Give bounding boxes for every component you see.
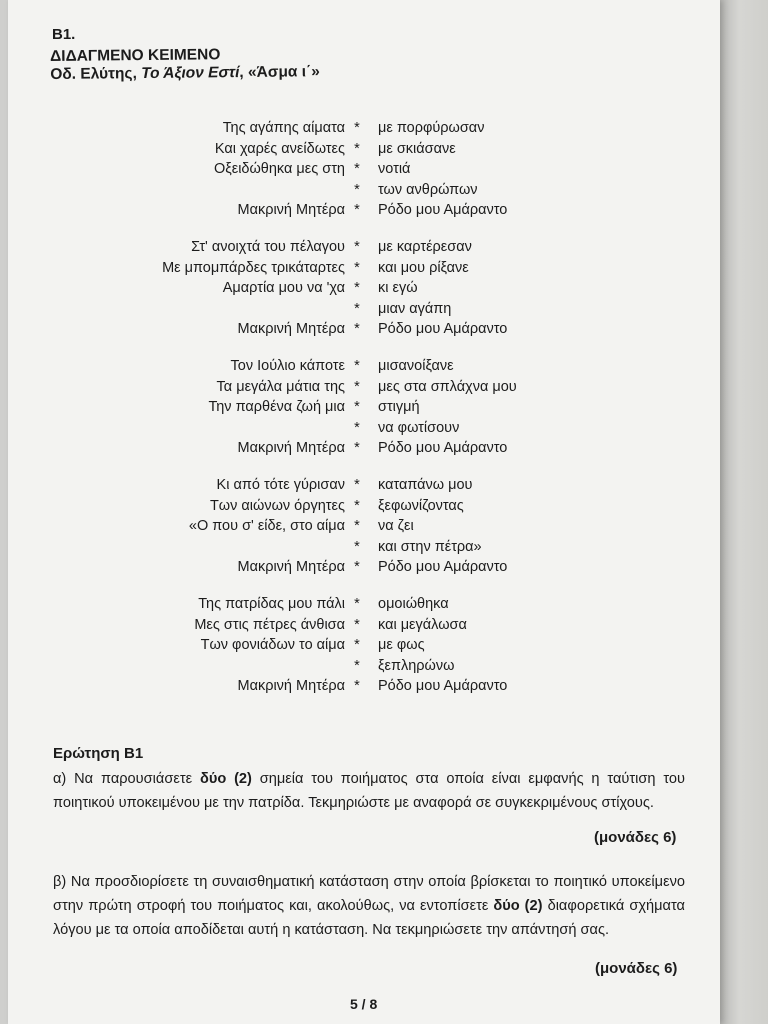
poem-line (8, 180, 720, 201)
question-a (53, 767, 685, 815)
author: Οδ. Ελύτης, (50, 65, 142, 83)
poem-separator: * (354, 616, 360, 633)
poem-line (8, 356, 720, 377)
poem-line-right: κι εγώ (378, 280, 418, 297)
poem-line-left: Μακρινή Μητέρα (237, 559, 345, 576)
poem-line-left: Μες στις πέτρες άνθισα (194, 616, 345, 633)
poem-line-right: και μου ρίξανε (378, 259, 469, 276)
poem-line-right: μιαν αγάπη (378, 300, 452, 317)
poem-line-left: Μακρινή Μητέρα (237, 202, 345, 219)
poem-line-left: Των φονιάδων το αίμα (200, 637, 345, 654)
poem-line-right: μισανοίξανε (378, 358, 454, 374)
question-title: Ερώτηση Β1 (53, 745, 144, 762)
poem-name: , «Άσμα ι΄» (239, 63, 320, 82)
question-a-text-pre: Να παρουσιάσετε (66, 771, 200, 787)
poem-line-right: και μεγάλωσα (378, 616, 467, 633)
poem-line-right: στιγμή (378, 399, 420, 416)
question-a-bold: δύο (2) (199, 771, 252, 787)
poem-line-left: Κι από τότε γύρισαν (216, 477, 345, 493)
poem-separator: * (354, 419, 360, 436)
poem-line (8, 237, 720, 258)
question-a-label: α) (53, 771, 67, 787)
poem-line (8, 475, 720, 496)
poem-line (8, 258, 720, 279)
poem-line-right: να φωτίσουν (378, 419, 460, 436)
poem-line (8, 676, 720, 697)
poem-line (8, 537, 720, 558)
poem-separator: * (354, 161, 360, 178)
poem-line-right: να ζει (378, 518, 414, 535)
poem-separator: * (354, 497, 360, 514)
poem-line (8, 594, 720, 615)
poem-separator: * (354, 637, 360, 654)
background-edge (720, 0, 768, 1024)
poem-separator: * (354, 538, 360, 555)
poem-line (8, 438, 720, 459)
poem-separator: * (354, 678, 360, 695)
poem-line (8, 159, 720, 180)
poem-separator: * (354, 202, 360, 219)
poem-line (8, 418, 720, 439)
poem-line-right: Ρόδο μου Αμάραντο (378, 440, 508, 457)
poem-line-left: Της πατρίδας μου πάλι (198, 596, 345, 612)
poem-line (8, 278, 720, 299)
poem-line-right: Ρόδο μου Αμάραντο (378, 678, 508, 695)
poem-line (8, 496, 720, 517)
poem-line (8, 139, 720, 160)
poem-line-left: Με μπομπάρδες τρικάταρτες (162, 259, 345, 276)
passage-title: ΔΙΔΑΓΜΕΝΟ ΚΕΙΜΕΝΟ (50, 46, 221, 65)
poem-line-right: ομοιώθηκα (378, 596, 449, 612)
poem-line-right: καταπάνω μου (378, 477, 473, 493)
poem-line-left: Οξειδώθηκα μες στη (213, 161, 345, 178)
poem-line-right: των ανθρώπων (378, 181, 478, 198)
poem-line (8, 635, 720, 656)
poem-separator: * (354, 321, 360, 338)
poem-line-left: Μακρινή Μητέρα (237, 440, 345, 457)
poem-line (8, 299, 720, 320)
poem-line (8, 557, 720, 578)
poem-separator: * (354, 239, 360, 255)
poem-line-left: Αμαρτία μου να 'χα (222, 280, 345, 297)
poem-line (8, 118, 720, 139)
poem-separator: * (354, 181, 360, 198)
question-b (53, 870, 685, 942)
poem-line-right: Ρόδο μου Αμάραντο (378, 202, 508, 219)
poem-line-left: Μακρινή Μητέρα (237, 321, 345, 338)
poem-line-right: με καρτέρεσαν (378, 239, 472, 255)
poem-line-left: Την παρθένα ζωή μια (208, 399, 345, 416)
poem-separator: * (354, 120, 360, 136)
poem-line-left: «Ο που σ' είδε, στο αίμα (188, 518, 345, 535)
poem-separator: * (354, 378, 360, 395)
poem-separator: * (354, 518, 360, 535)
poem-line-right: νοτιά (378, 161, 411, 178)
poem-line-left: Στ' ανοιχτά του πέλαγου (191, 239, 345, 255)
poem-line-right: Ρόδο μου Αμάραντο (378, 321, 508, 338)
question-b-text-post: διαφορετικά σχήματα λόγου με τα οποία αποδίδεται αυτή η κατάσταση. Να τεκμηριώσετε την απάντησή σας. (53, 898, 685, 938)
poem-line-left: Των αιώνων όργητες (209, 497, 345, 514)
poem-line-right: και στην πέτρα» (378, 538, 482, 555)
poem-separator: * (354, 300, 360, 317)
poem-line (8, 656, 720, 677)
page-number: 5 / 8 (350, 996, 378, 1012)
poem-line-right: μες στα σπλάχνα μου (378, 378, 517, 395)
poem-line-right: Ρόδο μου Αμάραντο (378, 559, 508, 576)
poem-separator: * (354, 358, 360, 374)
poem-line-left: Και χαρές ανείδωτες (214, 140, 345, 157)
poem-line (8, 377, 720, 398)
poem-line-left: Της αγάπης αίματα (222, 120, 345, 136)
poem-line-right: ξεφωνίζοντας (378, 497, 464, 514)
question-a-marks: (μονάδες 6) (594, 829, 677, 846)
poem-line (8, 319, 720, 340)
poem-separator: * (354, 259, 360, 276)
poem-line (8, 615, 720, 636)
poem-line-left: Μακρινή Μητέρα (237, 678, 345, 695)
poem-line-right: με σκιάσανε (378, 140, 456, 157)
poem-line-left: Τον Ιούλιο κάποτε (230, 358, 345, 374)
poem-separator: * (354, 140, 360, 157)
poem-line-right: με φως (378, 637, 425, 654)
poem-line (8, 516, 720, 537)
question-a-text-post: σημεία του ποιήματος στα οποία είναι εμφανής η ταύτιση του ποιητικού υποκειμένου με την πατρίδα. Τεκμηριώστε με αναφορά σε συγκεκριμένους στίχους. (53, 771, 685, 811)
section-label: B1. (52, 26, 76, 43)
passage-heading (50, 45, 320, 84)
poem-line (8, 397, 720, 418)
poem-separator: * (354, 657, 360, 674)
passage-source (50, 63, 320, 84)
poem-separator: * (354, 477, 360, 493)
poem-line (8, 200, 720, 221)
poem-separator: * (354, 559, 360, 576)
work-title: Το Άξιον Εστί (141, 64, 240, 83)
poem-line-right: ξεπληρώνω (378, 657, 455, 674)
poem-line-left: Τα μεγάλα μάτια της (216, 378, 345, 395)
poem-separator: * (354, 399, 360, 416)
poem-separator: * (354, 280, 360, 297)
poem-line-right: με πορφύρωσαν (378, 120, 485, 136)
question-b-bold: δύο (2) (493, 898, 543, 914)
question-b-marks: (μονάδες 6) (595, 960, 678, 977)
poem-separator: * (354, 440, 360, 457)
poem-separator: * (354, 596, 360, 612)
question-b-label: β) (53, 874, 67, 890)
exam-page (8, 0, 720, 1024)
question-b-text-pre: Να προσδιορίσετε τη συναισθηματική κατάσταση στην οποία βρίσκεται το ποιητικό υποκείμενο στην πρώτη στροφή του ποιήματος και, ακολούθως, να εντοπίσετε (53, 874, 685, 914)
